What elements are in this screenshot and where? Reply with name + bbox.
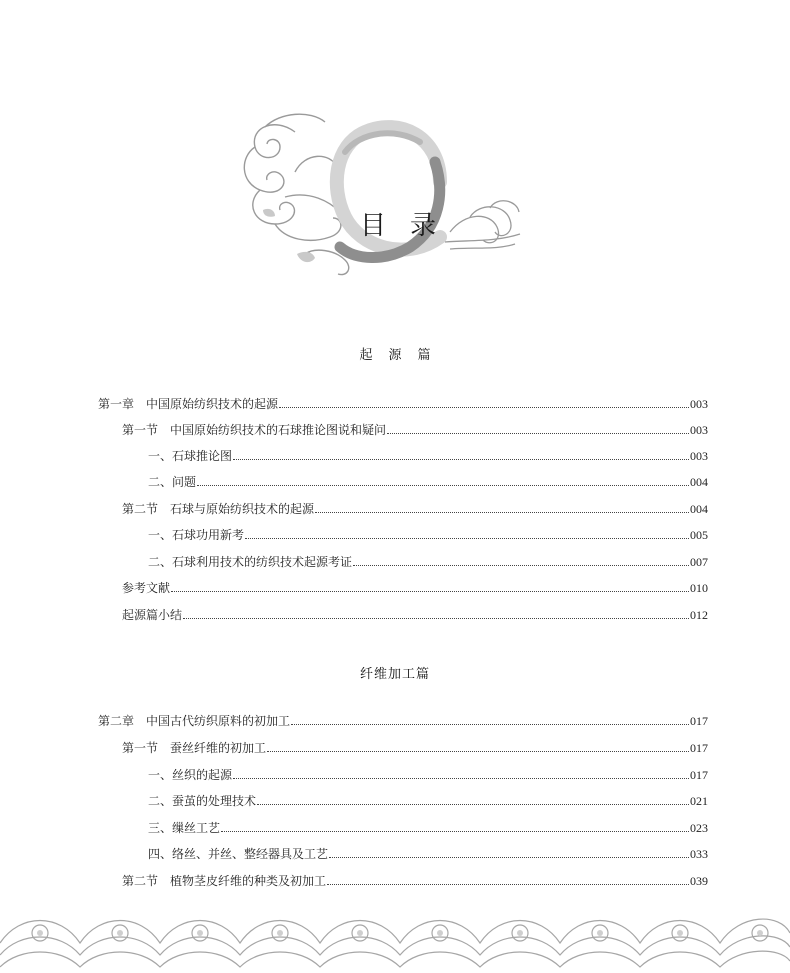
dot-leader <box>353 565 689 566</box>
toc-entry-label: 一、石球功用新考 <box>148 528 245 542</box>
toc-entry-label: 四、络丝、并丝、整经器具及工艺 <box>148 847 329 861</box>
wave-border-decoration <box>0 903 790 973</box>
toc-entry-page: 004 <box>690 475 708 489</box>
toc-entry-page: 012 <box>690 608 708 622</box>
toc-entry-label: 第二节 植物茎皮纤维的种类及初加工 <box>122 874 327 888</box>
toc-entry-label: 三、缫丝工艺 <box>148 821 221 835</box>
dot-leader <box>257 804 689 805</box>
toc-entry-page: 021 <box>690 794 708 808</box>
dot-leader <box>291 724 689 725</box>
toc-entry[interactable] <box>148 821 708 835</box>
toc-entry[interactable] <box>148 794 708 808</box>
contents-title: 目录 <box>360 211 461 241</box>
dot-leader <box>233 778 689 779</box>
toc-entry-label: 参考文献 <box>122 581 171 595</box>
toc-entry-label: 二、问题 <box>148 475 197 489</box>
toc-entry[interactable] <box>122 423 708 437</box>
dot-leader <box>327 884 689 885</box>
toc-entry-page: 003 <box>690 449 708 463</box>
toc-entry-label: 第一章 中国原始纺织技术的起源 <box>98 397 279 411</box>
toc-entry-label: 二、石球利用技术的纺织技术起源考证 <box>148 555 353 569</box>
toc-entry[interactable] <box>122 608 708 622</box>
dot-leader <box>183 618 689 619</box>
dot-leader <box>245 538 689 539</box>
section-title-fiber-processing: 纤维加工篇 <box>359 667 430 682</box>
toc-entry-page: 017 <box>690 768 708 782</box>
toc-entry[interactable] <box>98 714 708 728</box>
dot-leader <box>197 485 689 486</box>
toc-entry[interactable] <box>148 847 708 861</box>
toc-entry[interactable] <box>122 502 708 516</box>
dot-leader <box>279 407 689 408</box>
toc-entry-page: 033 <box>690 847 708 861</box>
toc-entry-label: 第一节 中国原始纺织技术的石球推论图说和疑问 <box>122 423 387 437</box>
toc-entry-label: 第一节 蚕丝纤维的初加工 <box>122 741 267 755</box>
dot-leader <box>315 512 689 513</box>
toc-entry-page: 023 <box>690 821 708 835</box>
toc-entry[interactable] <box>148 528 708 542</box>
toc-entry[interactable] <box>98 397 708 411</box>
dot-leader <box>171 591 689 592</box>
toc-entry-page: 017 <box>690 714 708 728</box>
dot-leader <box>221 831 689 832</box>
toc-entry-page: 003 <box>690 423 708 437</box>
dot-leader <box>329 857 689 858</box>
toc-entry[interactable] <box>148 475 708 489</box>
toc-entry-page: 003 <box>690 397 708 411</box>
toc-entry-page: 017 <box>690 741 708 755</box>
toc-entry-label: 第二节 石球与原始纺织技术的起源 <box>122 502 315 516</box>
toc-entry[interactable] <box>148 768 708 782</box>
toc-entry-page: 010 <box>690 581 708 595</box>
toc-entry-page: 004 <box>690 502 708 516</box>
toc-entry-label: 第二章 中国古代纺织原料的初加工 <box>98 714 291 728</box>
toc-entry-page: 039 <box>690 874 708 888</box>
dot-leader <box>387 433 689 434</box>
toc-entry[interactable] <box>148 555 708 569</box>
toc-entry-page: 007 <box>690 555 708 569</box>
dot-leader <box>267 751 689 752</box>
toc-entry-label: 一、石球推论图 <box>148 449 233 463</box>
cloud-ring-emblem <box>235 112 525 282</box>
dot-leader <box>233 459 689 460</box>
toc-entry-label: 起源篇小结 <box>122 608 183 622</box>
toc-entry[interactable] <box>122 581 708 595</box>
section-title-origin: 起源篇 <box>359 348 447 363</box>
toc-entry[interactable] <box>122 874 708 888</box>
toc-entry-label: 一、丝织的起源 <box>148 768 233 782</box>
toc-entry-label: 二、蚕茧的处理技术 <box>148 794 257 808</box>
toc-entry-page: 005 <box>690 528 708 542</box>
toc-entry[interactable] <box>148 449 708 463</box>
toc-entry[interactable] <box>122 741 708 755</box>
